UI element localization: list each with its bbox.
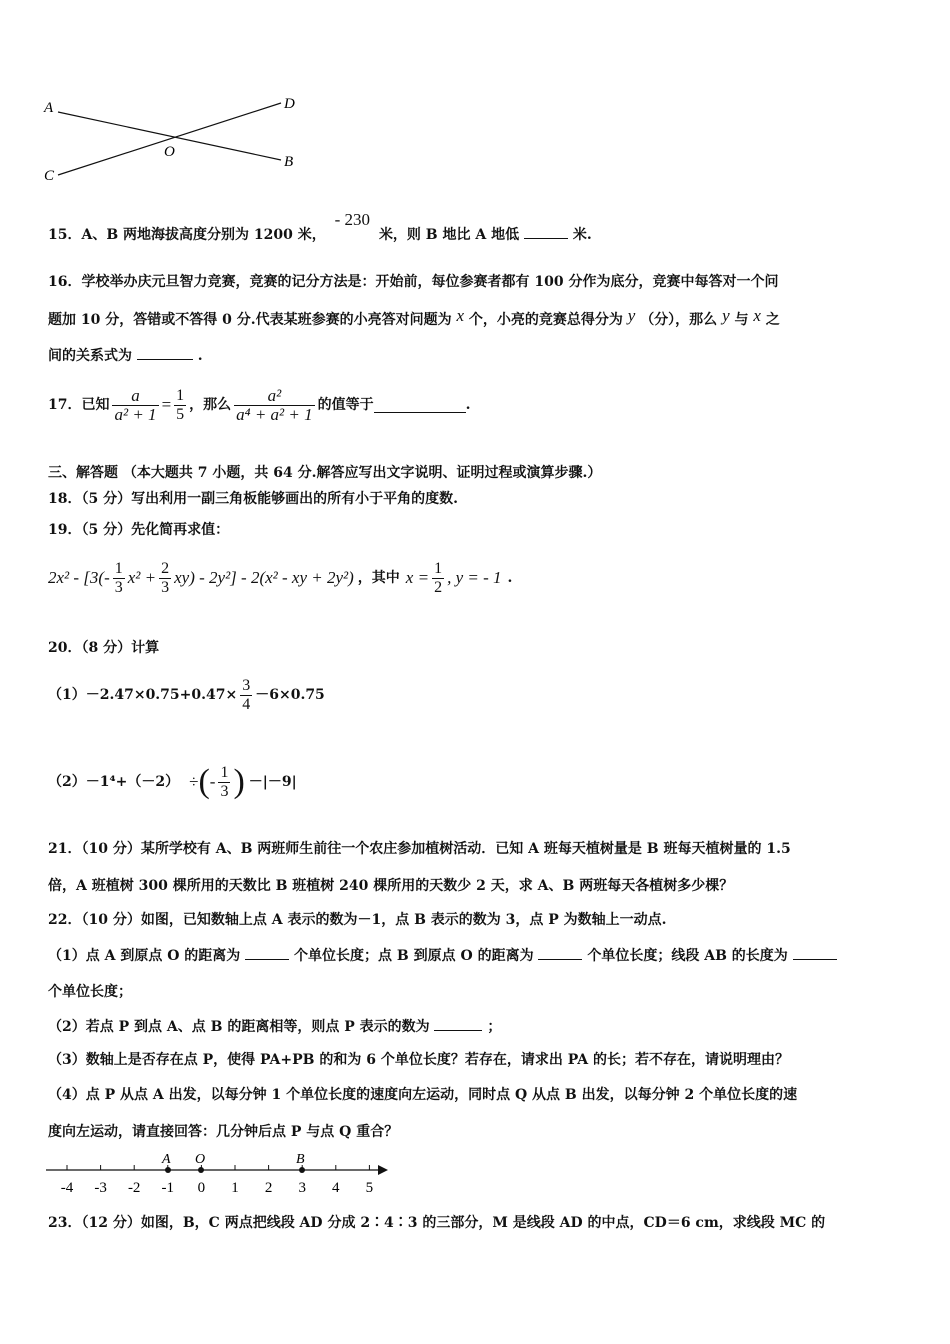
number-line-figure — [40, 1150, 400, 1200]
question-16-line-2 — [48, 306, 780, 330]
q22-blank-1[interactable] — [245, 945, 289, 960]
q19-expr-c: xy) - 2y²] - 2(x² - xy + 2y²) — [174, 568, 354, 587]
q16-var-y: y — [627, 306, 636, 325]
q17-mid: ，那么 — [189, 397, 232, 413]
q16-end: . — [197, 348, 203, 364]
number-line-tick-label: 5 — [365, 1180, 374, 1196]
q20-p2-b: －|－9| — [248, 774, 297, 790]
number-line-tick-label: 1 — [231, 1180, 239, 1196]
q16-var-x: x — [456, 306, 465, 325]
question-16-line-1: 16．学校举办庆元旦智力竞赛，竞赛的记分方法是：开始前，每位参赛者都有 100 分作为底分，竞赛中每答对一个问 — [48, 274, 779, 290]
label-o: O — [164, 144, 175, 160]
q16-text-c: （分），那么 — [640, 312, 718, 328]
q17-f1-num: a — [131, 385, 140, 405]
q16-var-x-2: x — [753, 306, 761, 325]
q16-var-y-2: y — [722, 306, 730, 325]
q19-fraction-2 — [159, 560, 171, 597]
intersecting-lines-figure — [38, 90, 308, 190]
question-20-part-1 — [48, 670, 325, 720]
question-22-part-1-cont: 个单位长度； — [48, 984, 132, 1000]
question-15 — [48, 210, 592, 245]
point-b-label: B — [296, 1152, 305, 1167]
q19-expr-a: 2x² - [3(- — [48, 568, 110, 587]
question-22-line-1: 22．（10 分）如图，已知数轴上点 A 表示的数为－1，点 B 表示的数为 3，点 P 为数轴上一动点. — [48, 912, 667, 928]
q17-f3-num: a² — [267, 385, 282, 405]
number-line-tick-label: -4 — [60, 1180, 74, 1196]
question-22-part-2 — [48, 1016, 501, 1037]
q19-fraction-3 — [432, 560, 444, 597]
q22-blank-3[interactable] — [793, 945, 837, 960]
q17-f1-den: a² + 1 — [114, 404, 157, 424]
q15-value: - 230 — [334, 210, 371, 229]
q22-blank-2[interactable] — [538, 945, 582, 960]
point-o-label: O — [195, 1152, 206, 1167]
line-cd — [58, 103, 281, 175]
q22-p1-c: 个单位长度；线段 AB 的长度为 — [587, 948, 788, 964]
label-a: A — [44, 100, 54, 116]
question-22-part-1 — [48, 945, 837, 966]
q16-text-d: 与 — [734, 312, 749, 328]
q15-text-b: 米，则 B 地比 A 地低 — [378, 227, 520, 243]
q16-text-f: 间的关系式为 — [48, 348, 132, 364]
q22-p2-b: ； — [487, 1019, 502, 1035]
q20-p1-a: （1）－2.47×0.75+0.47× — [48, 687, 238, 703]
q19-cond-a: x = — [405, 568, 430, 587]
number-line-arrow — [378, 1165, 388, 1175]
question-16-line-3 — [48, 345, 203, 366]
q19-f2-num: 2 — [161, 559, 170, 577]
question-18: 18．（5 分）写出利用一副三角板能够画出的所有小于平角的度数. — [48, 491, 458, 507]
q19-f2-den: 3 — [161, 578, 170, 596]
number-line-tick-label: 2 — [264, 1180, 273, 1196]
q20-p2-paren-open: ( — [198, 763, 210, 800]
question-19-expression — [48, 552, 512, 604]
q15-text-c: 米. — [572, 227, 592, 243]
q20-p2-fraction — [218, 764, 230, 801]
q17-end: . — [465, 397, 471, 413]
q17-prefix: 17．已知 — [48, 397, 110, 413]
number-line-tick-label: -2 — [127, 1180, 141, 1196]
question-17 — [48, 380, 470, 430]
q22-p1-a: （1）点 A 到原点 O 的距离为 — [48, 948, 241, 964]
q20-p2-den: 3 — [220, 782, 229, 800]
q19-cond-b: , y = - 1 — [447, 568, 502, 587]
q20-p2-minus: - — [209, 772, 216, 791]
q20-p2-div: ÷ — [189, 772, 199, 791]
q20-p2-num: 1 — [220, 763, 229, 781]
q22-p1-b: 个单位长度；点 B 到原点 O 的距离为 — [294, 948, 534, 964]
section-3-heading: 三、解答题 （本大题共 7 小题，共 64 分.解答应写出文字说明、证明过程或演算步骤.） — [48, 465, 602, 481]
q19-end: . — [507, 570, 513, 586]
q19-f3-den: 2 — [434, 578, 443, 596]
q22-p2-a: （2）若点 P 到点 A、点 B 的距离相等，则点 P 表示的数为 — [48, 1019, 430, 1035]
question-21-line-1: 21．（10 分）某所学校有 A、B 两班师生前往一个农庄参加植树活动．已知 A 班每天植树量是 B 班每天植树量的 1.5 — [48, 841, 791, 857]
q19-f1-num: 1 — [114, 559, 123, 577]
q15-answer-blank[interactable] — [524, 224, 568, 239]
q20-p2-a: （2）－1⁴+（－2） — [48, 774, 180, 790]
number-line-tick-label: 4 — [332, 1180, 340, 1196]
q17-eq: = — [161, 395, 172, 414]
q17-fraction-1 — [112, 387, 158, 424]
q19-fraction-1 — [113, 560, 125, 597]
question-20-part-2 — [48, 756, 297, 808]
q17-fraction-2 — [174, 387, 186, 424]
q20-p2-paren-close: ) — [233, 763, 245, 800]
q15-text-a: 15．A、B 两地海拔高度分别为 1200 米， — [48, 227, 326, 243]
q17-answer-blank[interactable] — [374, 398, 466, 413]
q19-expr-b: x² + — [127, 568, 157, 587]
question-22-part-3: （3）数轴上是否存在点 P，使得 PA+PB 的和为 6 个单位长度？若存在，请求出 PA 的长；若不存在，请说明理由？ — [48, 1052, 789, 1068]
number-line-tick-label: 3 — [298, 1180, 306, 1196]
label-d: D — [284, 96, 295, 112]
question-20-title: 20．（8 分）计算 — [48, 640, 160, 656]
number-line-tick-label: 0 — [197, 1180, 206, 1196]
point-b-dot — [299, 1167, 305, 1173]
number-line-tick-label: -1 — [161, 1180, 175, 1196]
q20-p1-fraction — [240, 677, 252, 714]
number-line-tick-label: -3 — [94, 1180, 107, 1196]
q20-p1-b: －6×0.75 — [255, 687, 325, 703]
q22-blank-4[interactable] — [434, 1016, 482, 1031]
q17-f2-num: 1 — [176, 386, 185, 404]
label-b: B — [284, 154, 294, 170]
q19-f1-den: 3 — [114, 578, 123, 596]
q17-f3-den: a⁴ + a² + 1 — [236, 404, 313, 424]
q16-answer-blank[interactable] — [137, 345, 193, 360]
q19-where: ，其中 — [357, 570, 400, 586]
q17-f2-den: 5 — [176, 405, 185, 423]
label-c: C — [44, 168, 55, 184]
point-a-dot — [165, 1167, 171, 1173]
q17-fraction-3 — [234, 387, 314, 424]
question-19-title: 19．（5 分）先化简再求值： — [48, 522, 230, 538]
q16-text-e: 之 — [765, 312, 780, 328]
q17-suffix: 的值等于 — [317, 397, 374, 413]
q20-p1-den: 4 — [242, 695, 251, 713]
point-o-dot — [198, 1167, 204, 1173]
q16-text-b: 个，小亮的竞赛总得分为 — [468, 312, 623, 328]
point-a-label: A — [162, 1152, 171, 1167]
q16-text-a: 题加 10 分，答错或不答得 0 分.代表某班参赛的小亮答对问题为 — [48, 312, 452, 328]
question-22-part-4-cont: 度向左运动，请直接回答：几分钟后点 P 与点 Q 重合？ — [48, 1124, 399, 1140]
question-21-line-2: 倍，A 班植树 300 棵所用的天数比 B 班植树 240 棵所用的天数少 2 天，求 A、B 两班每天各植树多少棵？ — [48, 878, 734, 894]
q19-f3-num: 1 — [434, 559, 443, 577]
q20-p1-num: 3 — [242, 676, 251, 694]
question-23: 23．（12 分）如图，B，C 两点把线段 AD 分成 2∶4∶3 的三部分，M 是线段 AD 的中点，CD＝6 cm，求线段 MC 的 — [48, 1215, 826, 1231]
question-22-part-4: （4）点 P 从点 A 出发，以每分钟 1 个单位长度的速度向左运动，同时点 Q 从点 B 出发，以每分钟 2 个单位长度的速 — [48, 1087, 798, 1103]
